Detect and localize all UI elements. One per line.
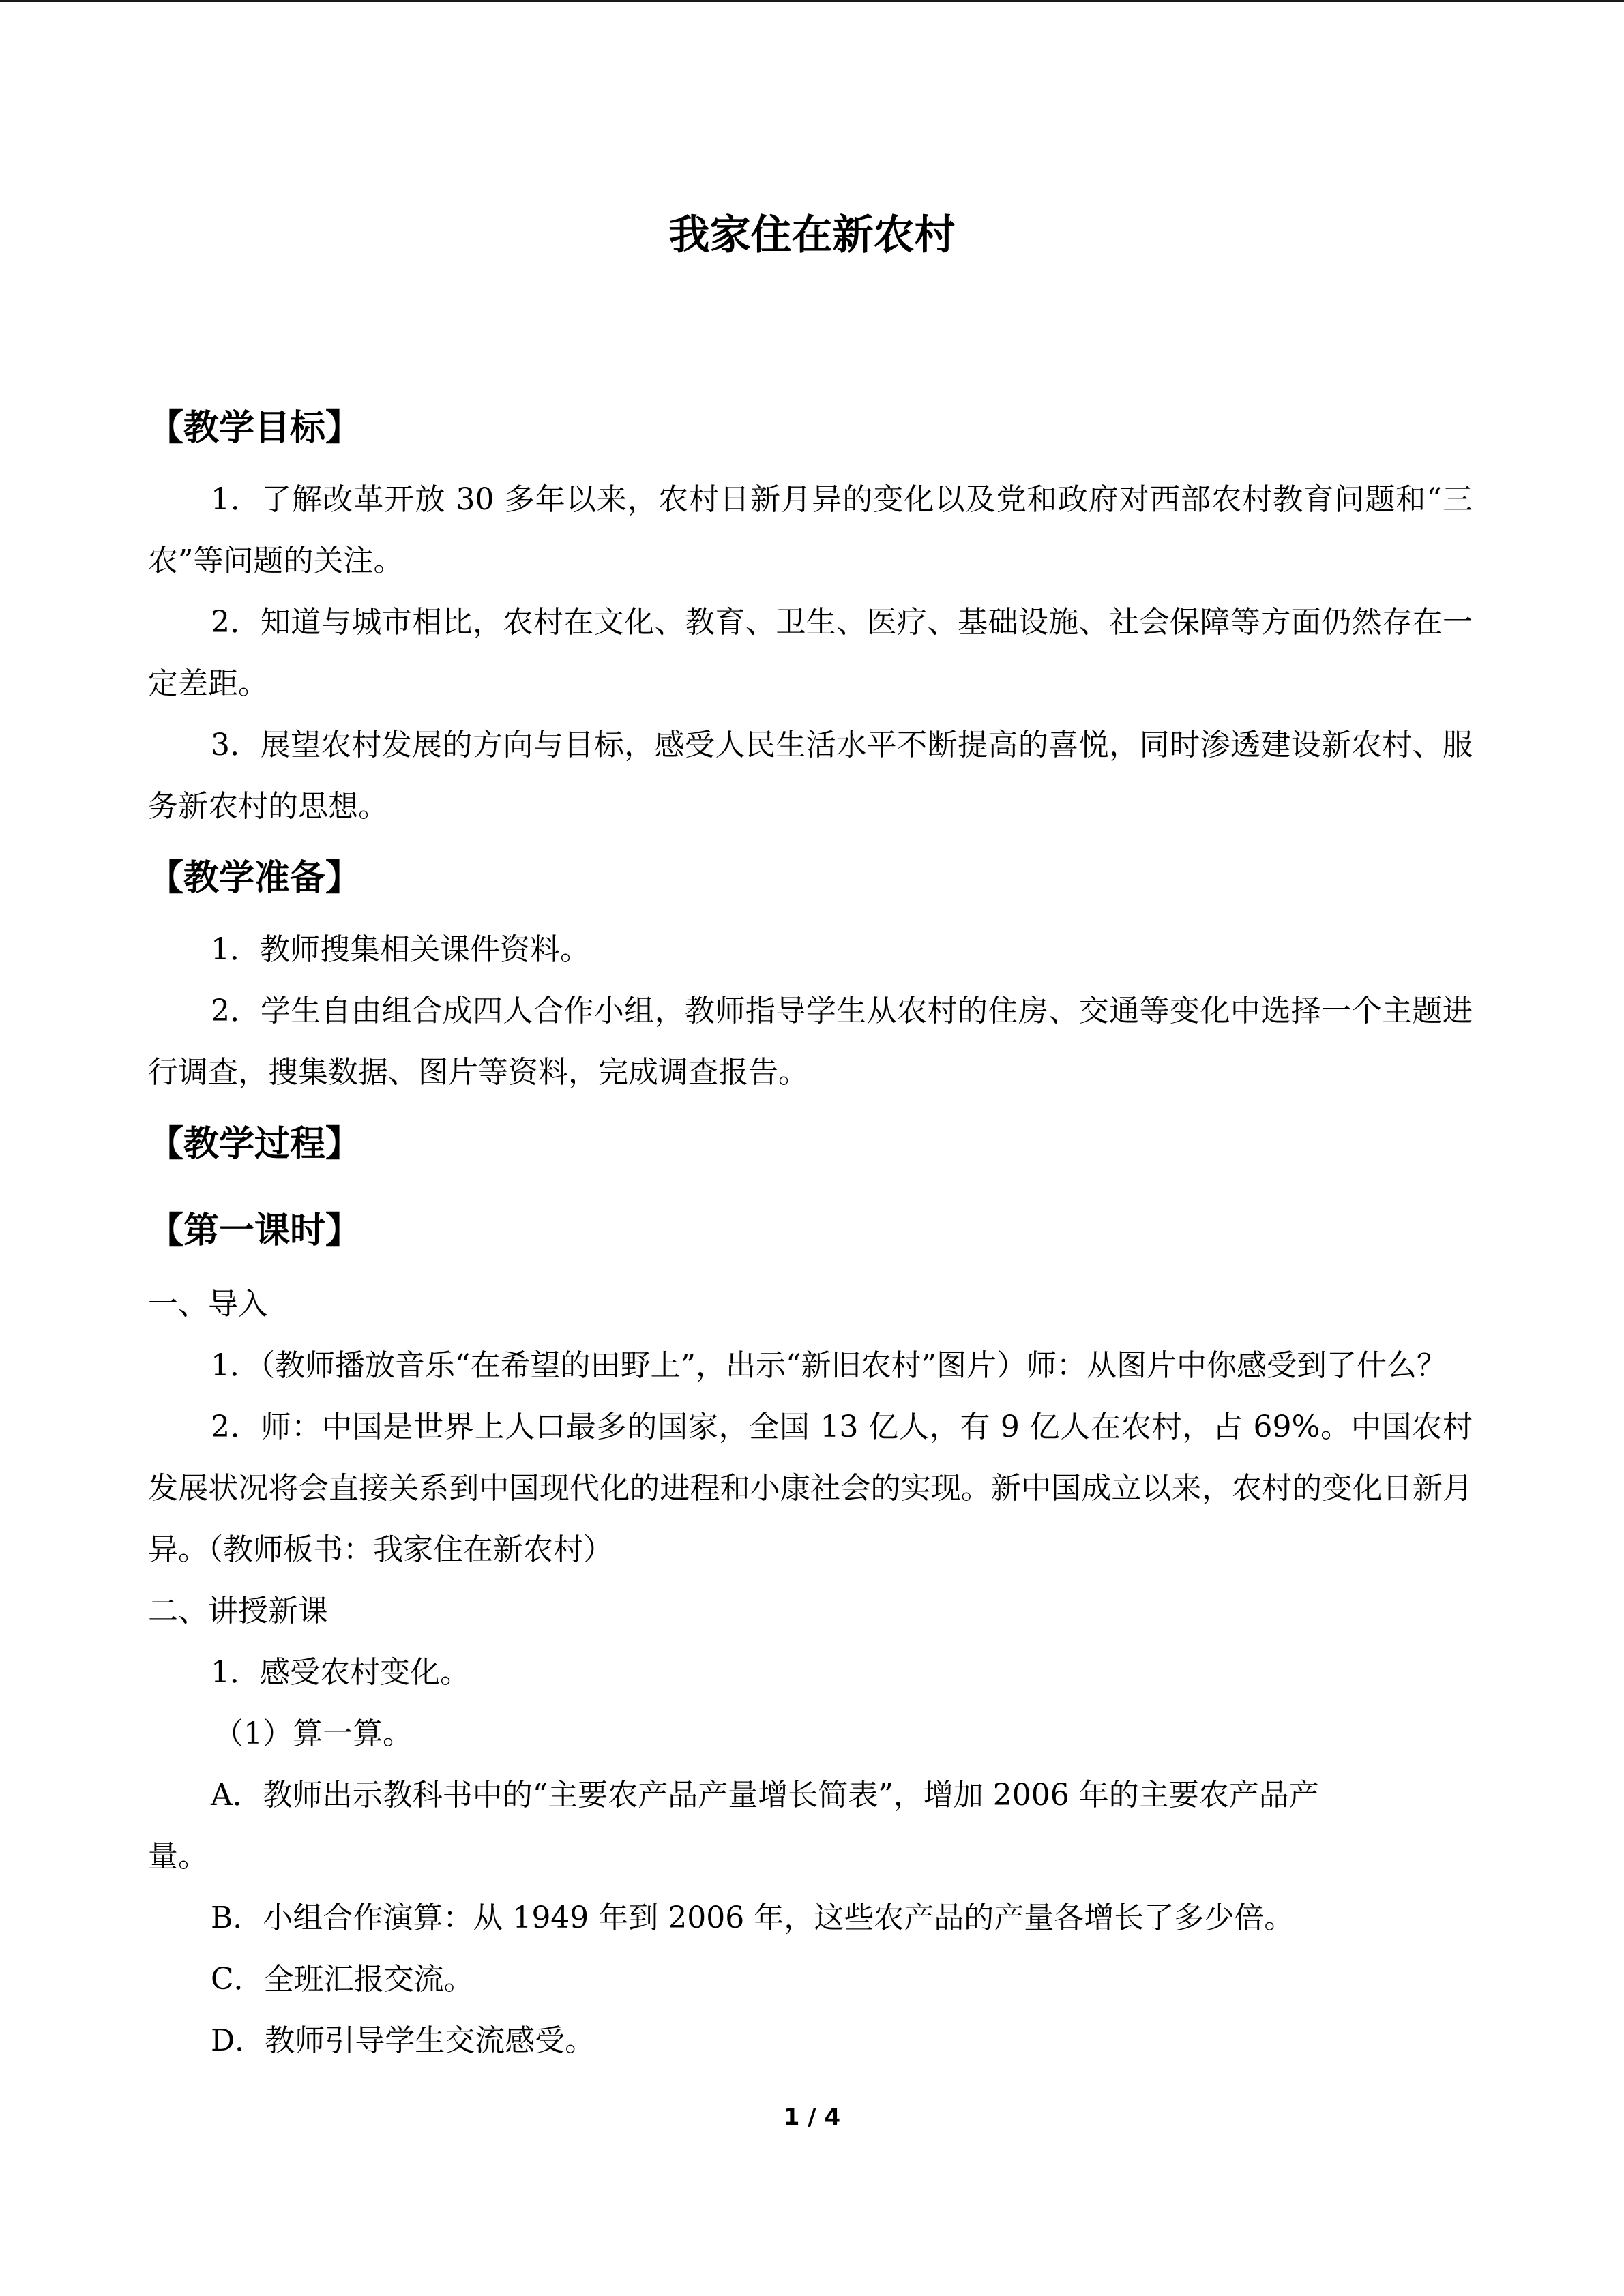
intro-item: 1．（教师播放音乐“在希望的田野上”，出示“新旧农村”图片）师：从图片中你感受到了什么？ [211, 1348, 1447, 1383]
step-d: D．教师引导学生交流感受。 [211, 2023, 595, 2058]
page-number: 1 / 4 [783, 2104, 841, 2131]
document-title: 我家住在新农村 [668, 211, 956, 259]
section-heading-lesson1: 【第一课时】 [148, 1210, 361, 1251]
part-label-intro: 一、导入 [148, 1287, 268, 1322]
top-border [0, 0, 1624, 2]
step-a-line1: A．教师出示教科书中的“主要农产品产量增长简表”，增加 2006 年的主要农产品产 [211, 1778, 1319, 1813]
prep-item: 2．学生自由组合成四人合作小组，教师指导学生从农村的住房、交通等变化中选择一个主题进行调查，搜集数据、图片等资料，完成调查报告。 [148, 994, 1473, 1090]
step-c: C．全班汇报交流。 [211, 1962, 474, 1997]
goal-item: 1．了解改革开放 30 多年以来，农村日新月异的变化以及党和政府对西部农村教育问题和“三农”等问题的关注。 [148, 482, 1473, 578]
section-heading-prep: 【教学准备】 [148, 858, 361, 899]
prep-item: 1．教师搜集相关课件资料。 [211, 932, 590, 967]
section-heading-goals: 【教学目标】 [148, 408, 361, 449]
document-body [148, 387, 1473, 2072]
lesson-item: 1．感受农村变化。 [211, 1655, 470, 1690]
section-heading-process: 【教学过程】 [148, 1124, 361, 1165]
goal-item: 2．知道与城市相比，农村在文化、教育、卫生、医疗、基础设施、社会保障等方面仍然存在一定差距。 [148, 605, 1473, 701]
part-label-new-lesson: 二、讲授新课 [148, 1594, 328, 1628]
step-b: B．小组合作演算：从 1949 年到 2006 年，这些农产品的产量各增长了多少倍。 [211, 1900, 1295, 1935]
intro-item: 2．师：中国是世界上人口最多的国家，全国 13 亿人，有 9 亿人在农村，占 69%。中国农村发展状况将会直接关系到中国现代化的进程和小康社会的实现。新中国成立以来，农村的变化日新月异。（教师板书：我家住在新农村） [148, 1410, 1473, 1567]
goal-item: 3．展望农村发展的方向与目标，感受人民生活水平不断提高的喜悦，同时渗透建设新农村、服务新农村的思想。 [148, 728, 1473, 824]
step-a-line2: 量。 [148, 1839, 208, 1874]
lesson-subitem: （1）算一算。 [213, 1716, 413, 1751]
